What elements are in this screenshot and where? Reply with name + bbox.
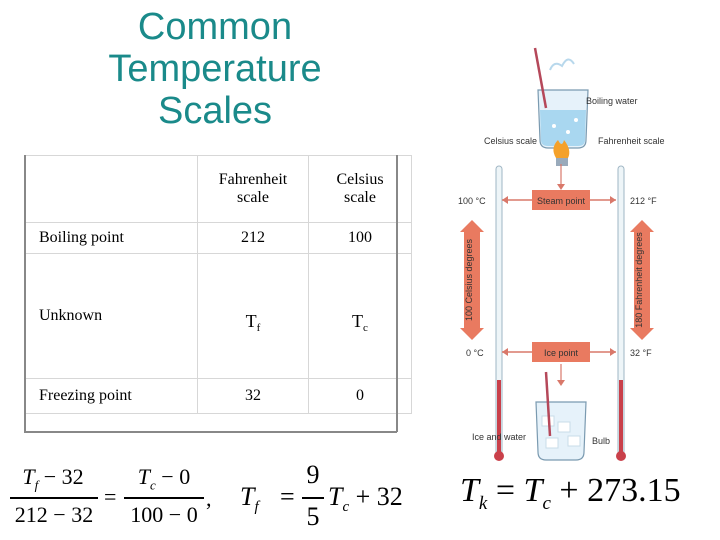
fraction-bar	[302, 497, 324, 499]
title-line-1: Common	[137, 6, 293, 48]
burner-icon	[556, 158, 568, 166]
eq2-frac-num: 9	[306, 460, 320, 489]
temperature-table	[24, 155, 412, 414]
cell-boiling-c: 100	[309, 223, 412, 254]
equals-sign: =	[104, 484, 117, 509]
ice-point-marker	[502, 342, 616, 386]
table-frame-right	[396, 155, 398, 432]
label-celsius-degrees: 100 Celsius degrees	[464, 238, 474, 322]
label-bulb: Bulb	[592, 436, 611, 446]
table-frame-left	[24, 155, 26, 432]
eq2-frac-den: 5	[306, 502, 320, 531]
equation-ratio: $T_f - 32$ 212 − 32 = $T_c - 0$ 100 − 0 ,	[8, 464, 208, 530]
equation-kelvin: $T_k = T_c + 273.15$	[460, 472, 681, 514]
fraction-bar	[124, 497, 204, 499]
boiling-beaker	[535, 48, 588, 148]
cell-freezing-c: 0	[309, 379, 412, 414]
eq1-denominator-right: 100 − 0	[130, 502, 198, 527]
label-boiling-water: Boiling water	[586, 96, 638, 106]
label-0c: 0 °C	[466, 348, 484, 358]
comma: ,	[206, 486, 212, 511]
row-label-freezing: Freezing point	[25, 379, 198, 414]
cell-freezing-f: 32	[198, 379, 309, 414]
title-line-3: Scales	[157, 90, 273, 132]
header-celsius: Celsius scale	[309, 156, 412, 223]
fahrenheit-range-arrow	[630, 220, 654, 340]
header-empty-cell	[25, 156, 198, 223]
label-celsius-scale: Celsius scale	[484, 136, 538, 146]
title-line-2: Temperature	[108, 48, 322, 90]
cell-boiling-f: 212	[198, 223, 309, 254]
label-fahrenheit-degrees: 180 Fahrenheit degrees	[634, 232, 644, 328]
fahrenheit-thermometer	[616, 166, 626, 461]
table-header-row	[25, 156, 412, 223]
equation-fahrenheit: $T_f$ = 9 5 $T_c + 32$	[240, 460, 403, 531]
celsius-range-arrow	[460, 220, 484, 340]
table-frame-bottom	[24, 431, 397, 433]
label-212f: 212 °F	[630, 196, 657, 206]
table-row	[25, 254, 412, 379]
page-title	[60, 6, 370, 132]
label-steam-point: Steam point	[536, 196, 586, 206]
table-row	[25, 379, 412, 414]
eq1-denominator-left: 212 − 32	[14, 502, 94, 527]
label-fahrenheit-scale: Fahrenheit scale	[598, 136, 665, 146]
label-ice-and-water: Ice and water	[472, 432, 527, 442]
row-label-boiling: Boiling point	[25, 223, 198, 254]
table-row	[25, 223, 412, 254]
thermometer-diagram	[450, 40, 720, 470]
label-100c: 100 °C	[458, 196, 486, 206]
header-fahrenheit: Fahrenheit scale	[198, 156, 309, 223]
label-32f: 32 °F	[630, 348, 652, 358]
steam-point-marker	[502, 164, 616, 210]
label-ice-point: Ice point	[543, 348, 579, 358]
celsius-thermometer	[494, 166, 504, 461]
cell-unknown-c: $T_c$	[309, 254, 412, 379]
row-label-unknown: Unknown	[25, 254, 198, 379]
cell-unknown-f: $T_f$	[198, 254, 309, 379]
fraction-bar	[10, 497, 98, 499]
